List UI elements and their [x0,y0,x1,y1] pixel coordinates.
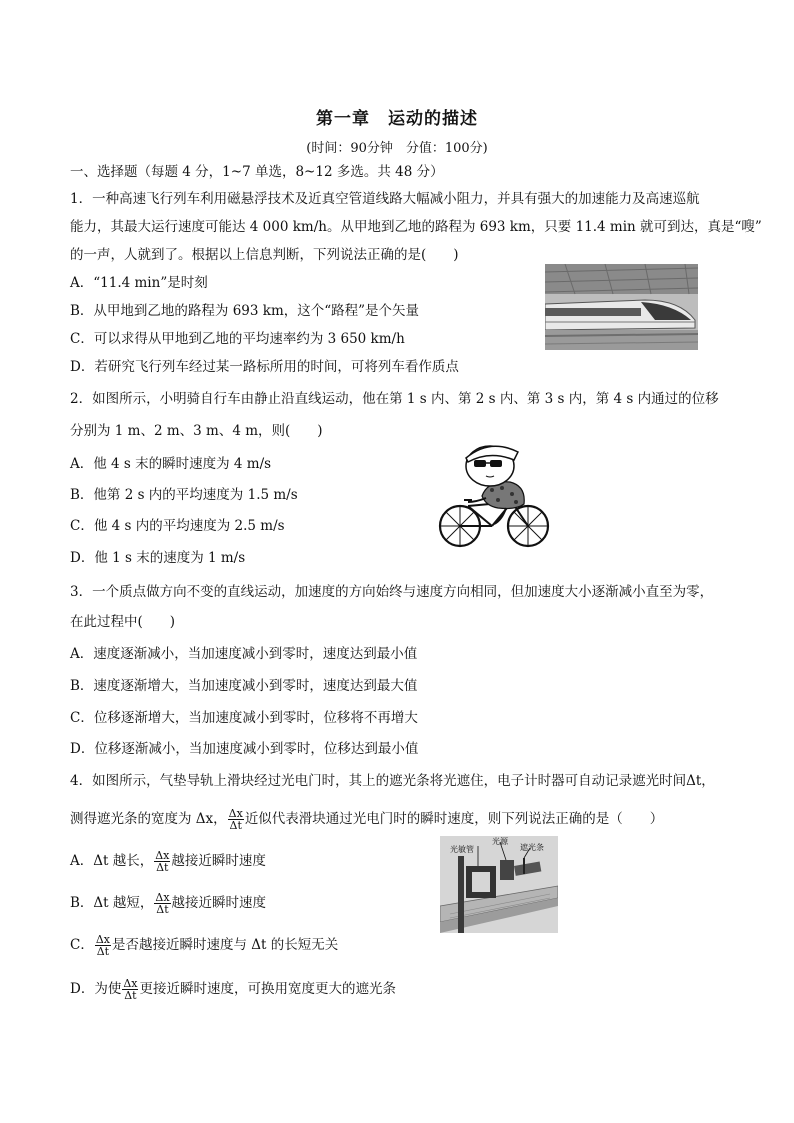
q3-stem-line2: 在此过程中( ) [70,614,176,630]
cyclist-illustration [436,440,554,552]
q4-option-b [70,892,266,915]
fraction-denominator: Δt [96,945,110,958]
fraction-numerator: Δx [95,933,110,946]
q2-stem-line2: 分别为 1 m、2 m、3 m、4 m，则( ) [70,423,323,439]
photogate-apparatus-image [440,836,558,933]
fraction-numerator: Δx [155,849,170,862]
q4-option-a [70,850,266,873]
section-heading: 一、选择题（每题 4 分，1~7 单选，8~12 多选。共 48 分） [70,164,444,180]
q1-stem-line3: 的一声，人就到了。根据以上信息判断，下列说法正确的是( ) [70,247,459,263]
fraction-denominator: Δt [229,819,242,832]
q3-option-a: A．速度逐渐减小，当加速度减小到零时，速度达到最小值 [70,646,418,662]
q4-stem-line2-end: 近似代表滑块通过光电门时的瞬时速度，则下列说法正确的是（ ） [244,811,664,827]
q3-option-b: B．速度逐渐增大，当加速度减小到零时，速度达到最大值 [70,678,418,694]
page-title: 第一章 运动的描述 [316,109,478,129]
q4-option-d-start: D．为使 [70,981,122,997]
q3-stem-line1: 3．一个质点做方向不变的直线运动，加速度的方向始终与速度方向相同，但加速度大小逐渐减小直至为零， [70,584,714,600]
velocity-fraction [122,978,138,1001]
q4-option-a-end: 越接近瞬时速度 [171,853,266,869]
figure-label-strip: 遮光条 [520,843,544,852]
q1-option-d: D．若研究飞行列车经过某一路标所用的时间，可将列车看作质点 [70,359,459,375]
velocity-fraction [154,892,170,915]
fraction-numerator: Δx [228,807,243,820]
fraction-denominator: Δt [124,989,137,1002]
exam-info: (时间：90分钟 分值：100分) [306,141,488,156]
q4-stem-line2-start: 测得遮光条的宽度为 Δx， [70,811,227,827]
q3-option-c: C．位移逐渐增大，当加速度减小到零时，位移将不再增大 [70,710,418,726]
maglev-train-image [545,264,698,350]
q1-option-c: C．可以求得从甲地到乙地的平均速率约为 3 650 km/h [70,331,405,347]
q1-stem-line1: 1．一种高速飞行列车利用磁悬浮技术及近真空管道线路大幅减小阻力，并具有强大的加速能力及高速巡航 [70,191,700,207]
q4-option-c [70,934,338,957]
q2-option-c: C．他 4 s 内的平均速度为 2.5 m/s [70,518,285,534]
q4-stem-line2 [70,808,663,831]
q1-option-a: A．“11.4 min”是时刻 [70,275,208,291]
figure-label-light-source: 光源 [492,837,508,846]
q2-option-d: D．他 1 s 末的速度为 1 m/s [70,550,246,566]
velocity-fraction [228,808,244,831]
q4-option-c-start: C． [70,937,94,953]
q4-option-d [70,978,396,1001]
q2-option-a: A．他 4 s 末的瞬时速度为 4 m/s [70,456,272,472]
q2-option-b: B．他第 2 s 内的平均速度为 1.5 m/s [70,487,298,503]
q4-option-c-end: 是否越接近瞬时速度与 Δt 的长短无关 [112,937,339,953]
velocity-fraction [154,850,170,873]
q4-option-a-start: A．Δt 越长， [70,853,154,869]
fraction-numerator: Δx [123,977,138,990]
velocity-fraction [95,934,111,957]
q4-option-b-end: 越接近瞬时速度 [171,895,267,911]
fraction-denominator: Δt [156,861,169,874]
q2-stem-line1: 2．如图所示，小明骑自行车由静止沿直线运动，他在第 1 s 内、第 2 s 内、第 3 s 内，第 4 s 内通过的位移 [70,391,719,407]
q1-option-b: B．从甲地到乙地的路程为 693 km，这个“路程”是个矢量 [70,303,420,319]
q1-stem-line2: 能力，其最大运行速度可能达 4 000 km/h。从甲地到乙地的路程为 693 km，只要 11.4 min 就可到达，真是“嗖” [70,219,762,235]
figure-label-sensor: 光敏管 [450,845,474,854]
q3-option-d: D．位移逐渐减小，当加速度减小到零时，位移达到最小值 [70,741,419,757]
q4-option-b-start: B．Δt 越短， [70,895,154,911]
fraction-numerator: Δx [155,891,170,904]
q4-stem-line1: 4．如图所示，气垫导轨上滑块经过光电门时，其上的遮光条将光遮住，电子计时器可自动记录遮光时间Δt， [70,773,715,789]
fraction-denominator: Δt [156,903,169,916]
q4-option-d-end: 更接近瞬时速度，可换用宽度更大的遮光条 [139,981,396,997]
